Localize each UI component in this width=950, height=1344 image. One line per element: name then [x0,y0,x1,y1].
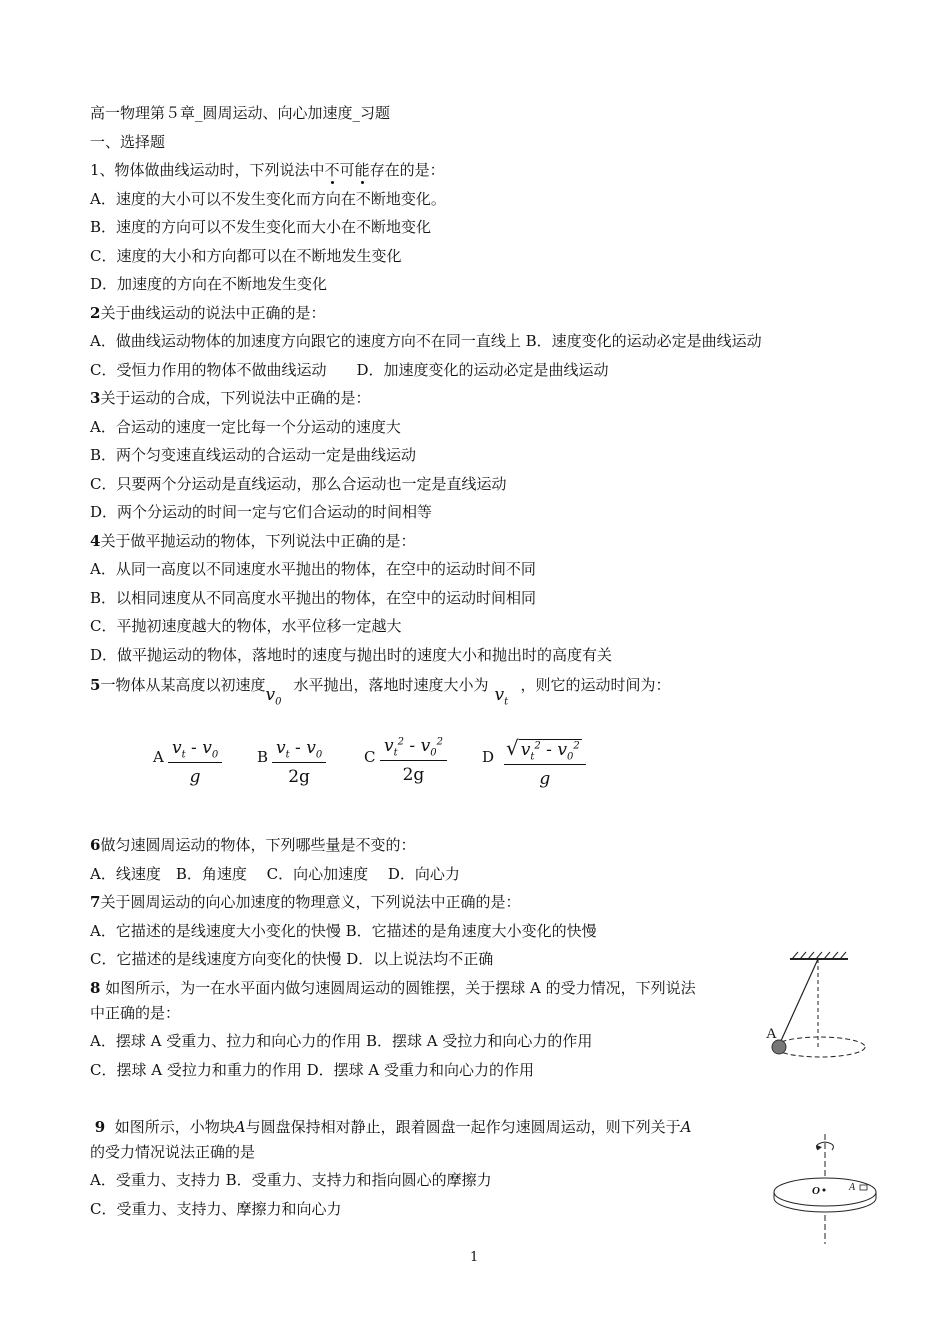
q1-option-d: D．加速度的方向在不断地发生变化 [90,275,328,293]
q1-option-c: C．速度的大小和方向都可以在不断地发生变化 [90,247,402,265]
q5-option-c-formula: $\frac{v_t^2 - v_0^2}{2g}$ [380,736,447,785]
small-block [860,1185,867,1190]
disk-center-dot [823,1189,826,1192]
q2-options-cd: C．受恒力作用的物体不做曲线运动 D．加速度变化的运动必定是曲线运动 [90,361,609,379]
ball-label: A [766,1026,777,1042]
q7-stem: 7关于圆周运动的向心加速度的物理意义，下列说法中正确的是： [90,893,521,911]
conical-pendulum-figure [762,950,872,1070]
q7-options-ab: A．它描述的是线速度大小变化的快慢 B．它描述的是角速度大小变化的快慢 [90,922,597,940]
pendulum-string [780,959,818,1043]
q3-option-c: C．只要两个分运动是直线运动，那么合运动也一定是直线运动 [90,475,507,493]
q5-option-a-formula: $\frac{v_t - v_0}{g}$ [168,738,222,787]
q1-stem: 1、物体做曲线运动时，下列说法中不可能存在的是： [90,161,445,179]
q5-option-d-label: D [482,748,495,766]
section-heading: 一、选择题 [90,133,166,151]
q5-option-c-label: C [364,748,376,766]
q5-stem: 5一物体从某高度以初速度$v_0$水平抛出，落地时速度大小为 $v_t$，则它的运动时间为： [90,676,671,708]
doc-title: 高一物理第５章_圆周运动、向心加速度_习题 [90,104,391,122]
q9-options-ab: A．受重力、支持力 B．受重力、支持力和指向圆心的摩擦力 [90,1171,492,1189]
ceiling-hatching [792,952,846,959]
emphasis-dot: 能 [354,161,370,179]
q4-option-b: B．以相同速度从不同高度水平抛出的物体，在空中的运动时间相同 [90,589,537,607]
q3-stem: 3关于运动的合成，下列说法中正确的是： [90,389,371,407]
q9-stem-line2: 的受力情况说法正确的是 [90,1143,256,1161]
q3-option-d: D．两个分运动的时间一定与它们合运动的时间相等 [90,503,433,521]
q4-option-c: C．平抛初速度越大的物体，水平位移一定越大 [90,617,402,635]
q7-options-cd: C．它描述的是线速度方向变化的快慢 D．以上说法均不正确 [90,950,494,968]
disk-center-label: O [812,1185,820,1197]
q6-stem: 6做匀速圆周运动的物体，下列哪些量是不变的： [90,836,416,854]
q8-stem-line1: 8 如图所示，为一在水平面内做匀速圆周运动的圆锥摆，关于摆球 A 的受力情况，下列说法 [90,979,696,997]
q1-option-b: B．速度的方向可以不发生变化而大小在不断地变化 [90,218,432,236]
q9-option-c: C．受重力、支持力、摩擦力和向心力 [90,1200,342,1218]
block-label: A [849,1182,856,1193]
q8-options-cd: C．摆球 A 受拉力和重力的作用 D．摆球 A 受重力和向心力的作用 [90,1061,535,1079]
q5-option-b-formula: $\frac{v_t - v_0}{2g}$ [272,738,326,787]
circular-path [775,1037,865,1057]
rotating-disk-figure [768,1132,883,1247]
q8-options-ab: A．摆球 A 受重力、拉力和向心力的作用 B．摆球 A 受拉力和向心力的作用 [90,1032,593,1050]
disk-top [774,1178,876,1206]
q5-option-a-label: A [153,748,164,766]
q4-stem: 4关于做平抛运动的物体，下列说法中正确的是： [90,532,416,550]
q3-option-a: A．合运动的速度一定比每一个分运动的速度大 [90,418,401,436]
pendulum-ball [772,1040,786,1054]
q4-option-a: A．从同一高度以不同速度水平抛出的物体，在空中的运动时间不同 [90,560,536,578]
q1-option-a: A．速度的大小可以不发生变化而方向在不断地变化。 [90,190,446,208]
q3-option-b: B．两个匀变速直线运动的合运动一定是曲线运动 [90,446,417,464]
q8-stem-line2: 中正确的是： [90,1004,181,1022]
q4-option-d: D．做平抛运动的物体，落地时的速度与抛出时的速度大小和抛出时的高度有关 [90,646,613,664]
q9-stem-line1: 9 如图所示，小物块A与圆盘保持相对静止，跟着圆盘一起作匀速圆周运动，则下列关于A [94,1118,692,1136]
page-number: 1 [470,1250,479,1265]
q2-options-ab: A．做曲线运动物体的加速度方向跟它的速度方向不在同一直线上 B．速度变化的运动必定是曲线运动 [90,332,762,350]
emphasis-dot: 不 [324,161,340,179]
q5-option-d-formula: $\frac{√ v_t^2 - v_0^2}{g}$ [504,736,586,789]
q5-option-b-label: B [257,748,269,766]
q6-options: A．线速度 B．角速度 C．向心加速度 D．向心力 [90,865,460,883]
q2-stem: 2关于曲线运动的说法中正确的是： [90,304,326,322]
